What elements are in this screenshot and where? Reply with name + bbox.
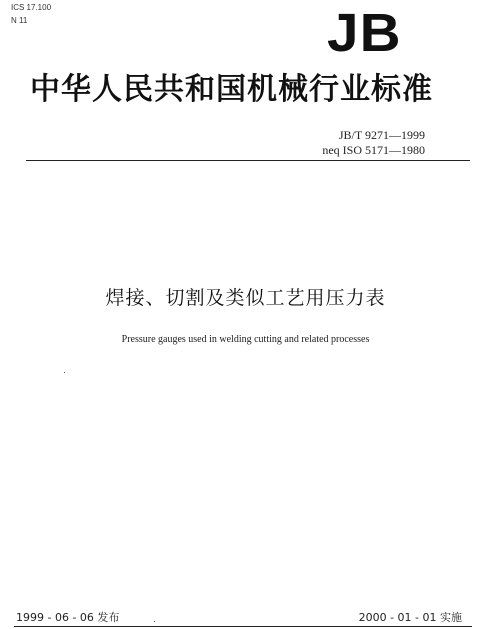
scan-speck (64, 372, 65, 373)
organization-title: 中华人民共和国机械行业标准 (30, 72, 433, 107)
standard-number: JB/T 9271—1999 (338, 128, 425, 142)
header-divider (26, 160, 470, 161)
ics-code: ICS 17.100 (11, 3, 52, 12)
implementation-date: 2000 - 01 - 01 实施 (358, 611, 462, 624)
issue-date: 1999 - 06 - 06 发布 (16, 611, 120, 624)
document-title-english: Pressure gauges used in welding cutting and related processes (121, 334, 370, 345)
document-title-chinese: 焊接、切割及类似工艺用压力表 (105, 287, 386, 309)
footer-divider (14, 626, 472, 627)
jb-logo: JB (327, 3, 402, 63)
standard-equivalence: neq ISO 5171—1980 (322, 143, 425, 157)
classification-code: N 11 (11, 16, 28, 25)
scan-speck (154, 621, 155, 622)
